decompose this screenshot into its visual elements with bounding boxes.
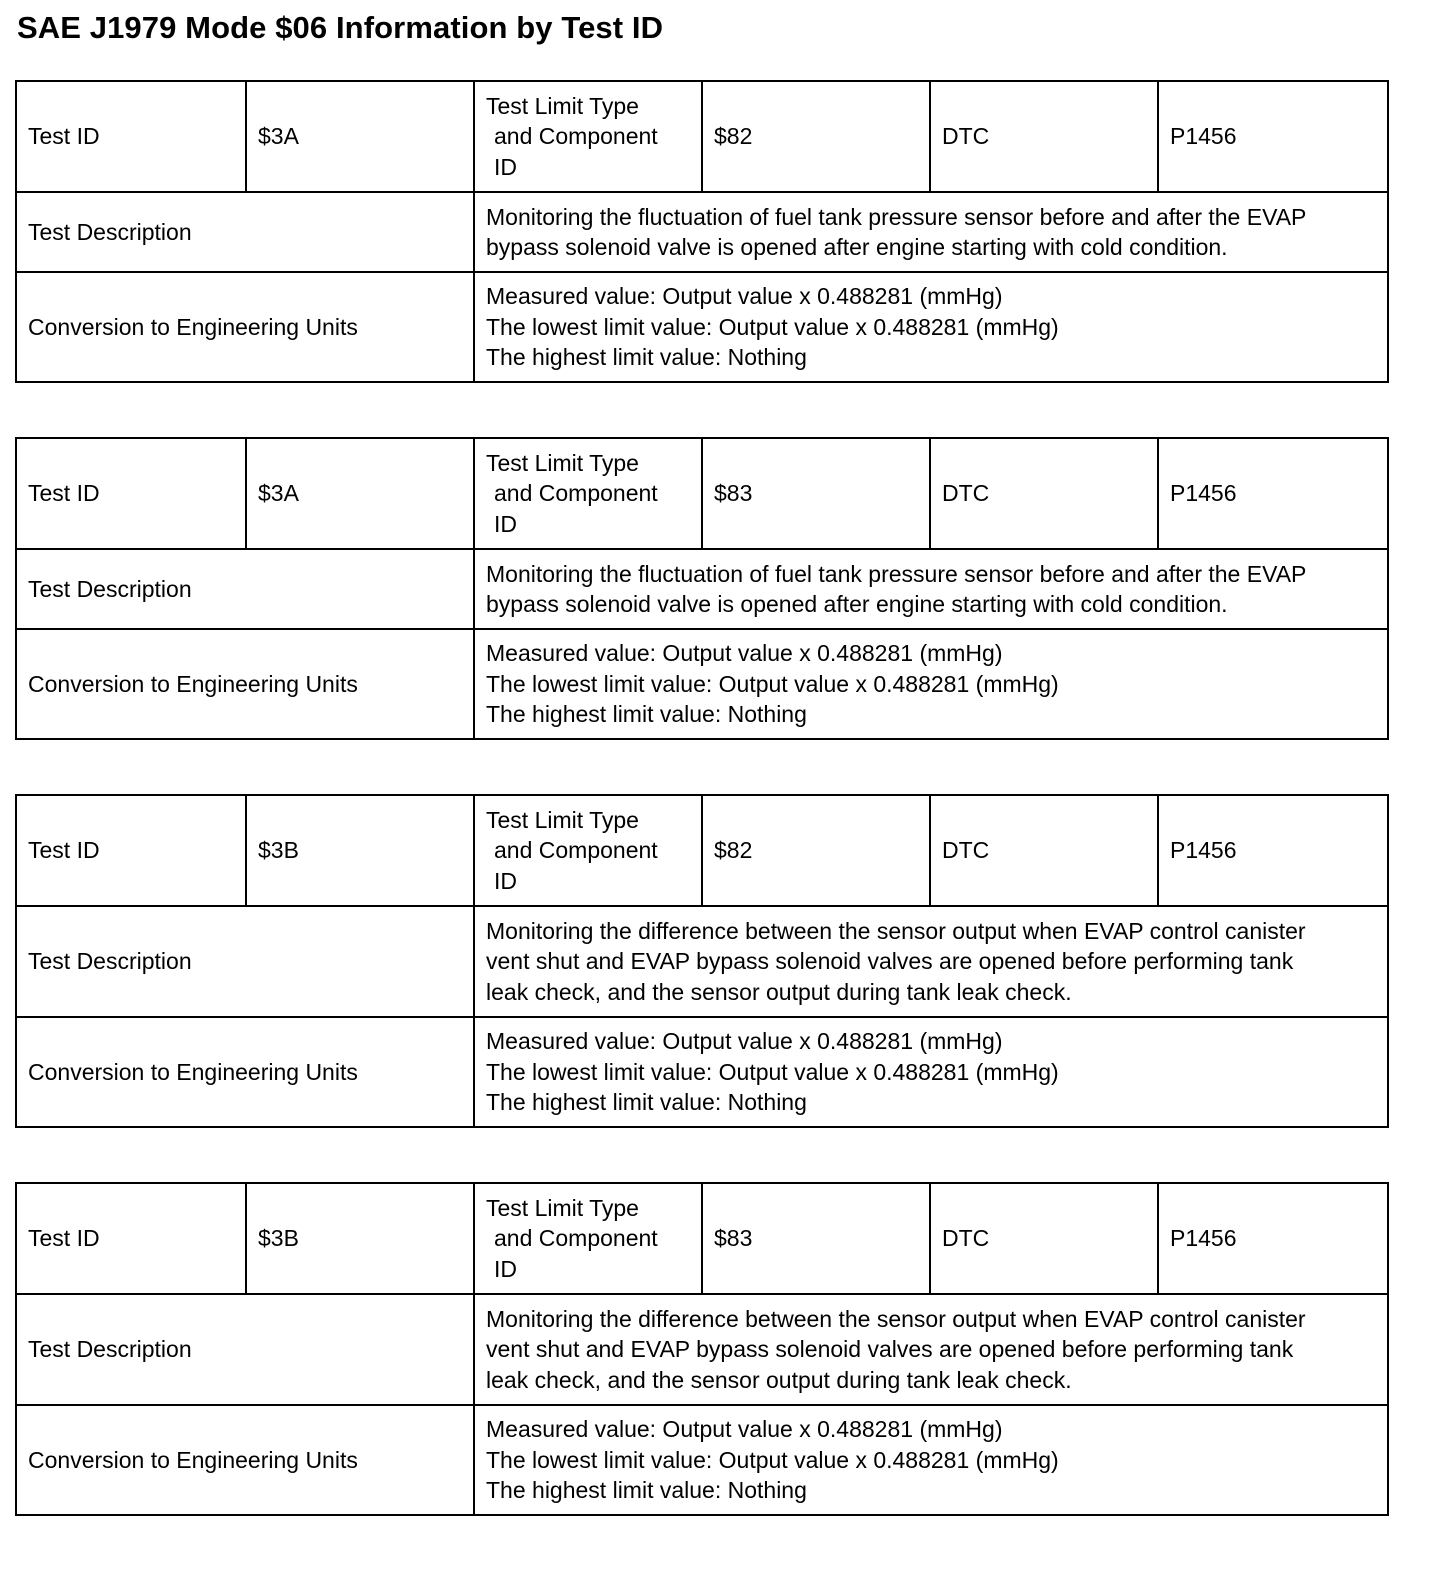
limit-type-value: $82 — [702, 795, 930, 906]
test-table — [15, 794, 1389, 1128]
table-row — [16, 629, 1388, 739]
limit-type-value: $82 — [702, 81, 930, 192]
table-row — [16, 549, 1388, 629]
table-row — [16, 272, 1388, 382]
table-row — [16, 1017, 1388, 1127]
dtc-label: DTC — [930, 438, 1158, 549]
test-table — [15, 437, 1389, 740]
test-id-label: Test ID — [16, 81, 246, 192]
description-value: Monitoring the difference between the sensor output when EVAP control canister vent shut and EVAP bypass solenoid valves are opened before performing tank leak check, and the sensor output during tank leak check. — [474, 906, 1388, 1017]
test-id-label: Test ID — [16, 795, 246, 906]
test-id-value: $3B — [246, 1183, 474, 1294]
table-row — [16, 192, 1388, 272]
description-value: Monitoring the fluctuation of fuel tank pressure sensor before and after the EVAP bypass solenoid valve is opened after engine starting with cold condition. — [474, 549, 1388, 629]
limit-type-value: $83 — [702, 438, 930, 549]
test-id-label: Test ID — [16, 1183, 246, 1294]
limit-type-label: Test Limit Type and Component ID — [474, 795, 702, 906]
table-row — [16, 81, 1388, 192]
test-id-value: $3A — [246, 81, 474, 192]
description-label: Test Description — [16, 549, 474, 629]
conversion-value: Measured value: Output value x 0.488281 (mmHg) The lowest limit value: Output value x 0.488281 (mmHg) The highest limit value: Nothing — [474, 1405, 1388, 1515]
conversion-value: Measured value: Output value x 0.488281 (mmHg) The lowest limit value: Output value x 0.488281 (mmHg) The highest limit value: Nothing — [474, 272, 1388, 382]
limit-type-label: Test Limit Type and Component ID — [474, 438, 702, 549]
dtc-label: DTC — [930, 795, 1158, 906]
table-row — [16, 438, 1388, 549]
conversion-value: Measured value: Output value x 0.488281 (mmHg) The lowest limit value: Output value x 0.488281 (mmHg) The highest limit value: Nothing — [474, 629, 1388, 739]
table-row — [16, 1405, 1388, 1515]
test-id-label: Test ID — [16, 438, 246, 549]
table-row — [16, 1183, 1388, 1294]
dtc-value: P1456 — [1158, 795, 1388, 906]
conversion-value: Measured value: Output value x 0.488281 (mmHg) The lowest limit value: Output value x 0.488281 (mmHg) The highest limit value: Nothing — [474, 1017, 1388, 1127]
dtc-value: P1456 — [1158, 81, 1388, 192]
limit-type-label: Test Limit Type and Component ID — [474, 81, 702, 192]
page-title: SAE J1979 Mode $06 Information by Test ID — [17, 10, 664, 45]
test-table — [15, 1182, 1389, 1516]
conversion-label: Conversion to Engineering Units — [16, 1405, 474, 1515]
dtc-value: P1456 — [1158, 438, 1388, 549]
table-row — [16, 795, 1388, 906]
limit-type-label: Test Limit Type and Component ID — [474, 1183, 702, 1294]
table-row — [16, 1294, 1388, 1405]
dtc-label: DTC — [930, 1183, 1158, 1294]
dtc-label: DTC — [930, 81, 1158, 192]
conversion-label: Conversion to Engineering Units — [16, 1017, 474, 1127]
limit-type-value: $83 — [702, 1183, 930, 1294]
test-id-value: $3B — [246, 795, 474, 906]
test-id-value: $3A — [246, 438, 474, 549]
conversion-label: Conversion to Engineering Units — [16, 272, 474, 382]
description-value: Monitoring the fluctuation of fuel tank pressure sensor before and after the EVAP bypass solenoid valve is opened after engine starting with cold condition. — [474, 192, 1388, 272]
description-label: Test Description — [16, 192, 474, 272]
description-label: Test Description — [16, 1294, 474, 1405]
test-tables — [15, 80, 1387, 1570]
description-value: Monitoring the difference between the sensor output when EVAP control canister vent shut and EVAP bypass solenoid valves are opened before performing tank leak check, and the sensor output during tank leak check. — [474, 1294, 1388, 1405]
test-table — [15, 80, 1389, 383]
table-row — [16, 906, 1388, 1017]
description-label: Test Description — [16, 906, 474, 1017]
conversion-label: Conversion to Engineering Units — [16, 629, 474, 739]
dtc-value: P1456 — [1158, 1183, 1388, 1294]
